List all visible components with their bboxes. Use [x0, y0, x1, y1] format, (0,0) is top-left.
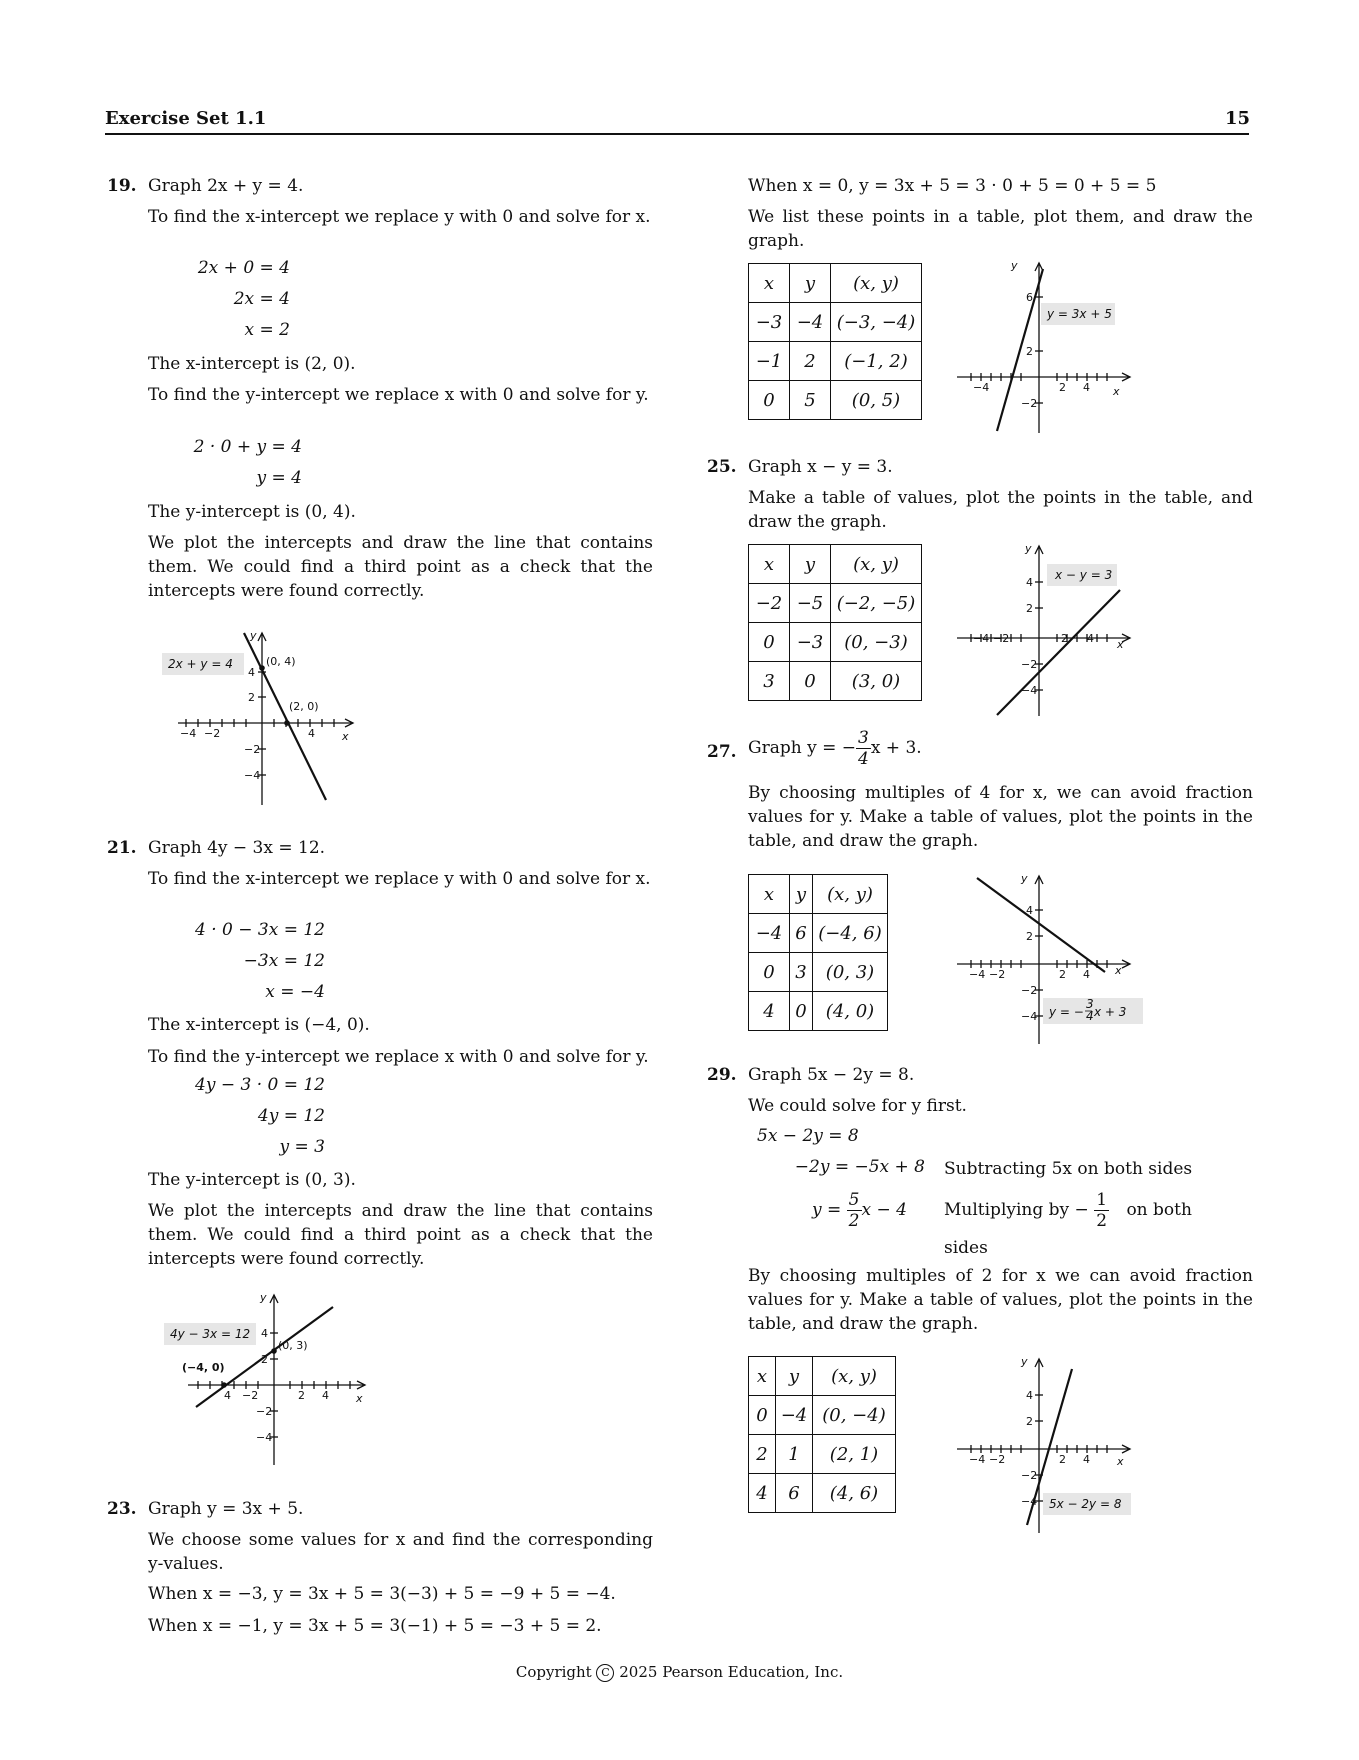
svg-text:4: 4 [308, 727, 315, 740]
svg-text:2: 2 [1026, 930, 1033, 943]
p19-eq1-line3: x = 2 [244, 320, 290, 340]
table-cell: (3, 0) [831, 662, 922, 701]
problem-25-title: Graph x − y = 3. [748, 457, 893, 477]
table-cell: 4 [749, 992, 790, 1031]
problem-23-graph [955, 255, 1145, 435]
table-cell: 3 [749, 662, 790, 701]
problem-29-number: 29. [707, 1065, 737, 1085]
p25-graph-label: x − y = 3 [1055, 568, 1113, 582]
table-row [749, 342, 922, 381]
p21-eq1-line1: 4 · 0 − 3x = 12 [195, 920, 325, 940]
problem-19-title: Graph 2x + y = 4. [148, 176, 304, 196]
svg-text:2: 2 [1059, 1453, 1066, 1466]
problem-23-when-2: When x = −1, y = 3x + 5 = 3(−1) + 5 = −3 + 5 = 2. [148, 1616, 602, 1636]
svg-text:−2: −2 [993, 632, 1010, 645]
table-cell: 0 [749, 381, 790, 420]
p21-eq2-line1: 4y − 3 · 0 = 12 [195, 1075, 325, 1095]
svg-text:−4: −4 [1021, 1495, 1038, 1508]
p29-note-prefix: Multiplying by − [944, 1200, 1089, 1220]
problem-25-table [748, 544, 922, 701]
problem-23-intro: We choose some values for x and find the corresponding y-values. [148, 1530, 653, 1574]
p21-eq2-line2: 4y = 12 [257, 1106, 325, 1126]
p29-line-1: 5x − 2y = 8 [757, 1126, 859, 1146]
table-cell: 1 [776, 1435, 813, 1474]
table-row [749, 623, 922, 662]
svg-text:y: y [1021, 1355, 1028, 1368]
problem-27-intro: By choosing multiples of 4 for x, we can avoid fraction values for y. Make a table of values, plot the points in the table, and draw the graph. [748, 783, 1253, 851]
svg-text:2: 2 [1061, 632, 1068, 645]
fraction-denominator: 4 [857, 749, 869, 769]
p27-graph-label-suffix: x + 3 [1094, 1005, 1127, 1019]
table-cell: −3 [790, 623, 831, 662]
copyright-footer [0, 1663, 1359, 1682]
table-header-cell: y [776, 1357, 813, 1396]
table-header-cell: (x, y) [831, 545, 922, 584]
svg-text:4: 4 [261, 1327, 268, 1340]
p29-note-suffix: on both [1126, 1200, 1192, 1220]
table-cell: (−3, −4) [831, 303, 922, 342]
svg-text:−4: −4 [969, 1453, 986, 1466]
svg-text:x: x [1113, 385, 1120, 398]
table-cell: 5 [790, 381, 831, 420]
svg-text:x: x [1117, 1455, 1124, 1468]
table-cell: (0, −4) [813, 1396, 896, 1435]
problem-27-number: 27. [707, 742, 737, 762]
svg-text:−4: −4 [256, 1431, 273, 1444]
problem-23-when-1: When x = −3, y = 3x + 5 = 3(−3) + 5 = −9 + 5 = −4. [148, 1584, 616, 1604]
table-cell: 2 [749, 1435, 776, 1474]
table-cell: −3 [749, 303, 790, 342]
table-cell: −1 [749, 342, 790, 381]
table-cell: 3 [790, 953, 813, 992]
svg-text:4: 4 [1026, 904, 1033, 917]
p27-title-fraction [856, 728, 871, 769]
table-cell: −4 [749, 914, 790, 953]
table-row [749, 992, 888, 1031]
svg-text:−4: −4 [973, 632, 990, 645]
svg-text:2: 2 [248, 691, 255, 704]
p29-note-fraction [1094, 1190, 1109, 1231]
svg-text:4: 4 [248, 666, 255, 679]
problem-29-table [748, 1356, 896, 1513]
p19-eq1-line2: 2x = 4 [233, 289, 290, 309]
problem-23-title: Graph y = 3x + 5. [148, 1499, 304, 1519]
problem-19-intro-y: To find the y-intercept we replace x with 0 and solve for y. [148, 385, 649, 405]
table-cell: 6 [776, 1474, 813, 1513]
table-header-cell: (x, y) [831, 264, 922, 303]
table-row [749, 381, 922, 420]
svg-text:4: 4 [1026, 1389, 1033, 1402]
problem-23-number: 23. [107, 1499, 137, 1519]
svg-text:2: 2 [1026, 345, 1033, 358]
table-cell: 0 [749, 623, 790, 662]
table-header-cell: x [749, 545, 790, 584]
svg-text:y: y [1011, 259, 1018, 272]
table-header-cell: (x, y) [813, 1357, 896, 1396]
table-row [749, 1474, 896, 1513]
svg-text:x: x [342, 730, 349, 743]
problem-27-title [748, 728, 922, 769]
table-row [749, 662, 922, 701]
table-header-cell: y [790, 545, 831, 584]
svg-text:−2: −2 [1021, 984, 1038, 997]
p27-title-suffix: x + 3. [870, 738, 922, 758]
copyright-word: Copyright [515, 1663, 592, 1681]
p29-line-2-note: Subtracting 5x on both sides [944, 1159, 1193, 1179]
p29-line-3-prefix: y = [812, 1200, 842, 1220]
p29-line-2: −2y = −5x + 8 [794, 1157, 925, 1177]
svg-text:y: y [1021, 872, 1028, 885]
table-row [749, 1396, 896, 1435]
p29-line-3-note [944, 1190, 1192, 1231]
svg-text:−2: −2 [242, 1389, 259, 1402]
p21-eq1-line3: x = −4 [265, 982, 325, 1002]
p21-point-neg4-0: (−4, 0) [182, 1361, 225, 1374]
problem-29-intro-2: By choosing multiples of 2 for x we can avoid fraction values for y. Make a table of values, plot the points in the table, and draw the graph. [748, 1266, 1253, 1334]
table-cell: −5 [790, 584, 831, 623]
svg-text:−2: −2 [989, 968, 1006, 981]
svg-text:y = − [1048, 1005, 1084, 1019]
p23-graph-label: y = 3x + 5 [1047, 307, 1112, 321]
table-cell: (−2, −5) [831, 584, 922, 623]
p29-graph-label: 5x − 2y = 8 [1049, 1497, 1122, 1511]
p19-point-0-4: (0, 4) [266, 655, 296, 668]
svg-text:x: x [356, 1392, 363, 1405]
table-row [749, 953, 888, 992]
table-header-cell: x [749, 264, 790, 303]
svg-text:2: 2 [298, 1389, 305, 1402]
problem-21-xint: The x-intercept is (−4, 0). [148, 1015, 370, 1035]
p29-line-3-note-line2: sides [944, 1238, 988, 1258]
problem-25-intro: Make a table of values, plot the points in the table, and draw the graph. [748, 488, 1253, 532]
table-header-cell: (x, y) [813, 875, 888, 914]
page-number: 15 [1225, 108, 1251, 129]
table-row [749, 584, 922, 623]
problem-29-graph [955, 1353, 1155, 1538]
p27-graph-label-numerator: 3 [1086, 997, 1094, 1011]
table-cell: (4, 6) [813, 1474, 896, 1513]
svg-text:−4: −4 [1021, 1010, 1038, 1023]
problem-23-table [748, 263, 922, 420]
p21-eq1-line2: −3x = 12 [243, 951, 325, 971]
p19-graph-label: 2x + y = 4 [168, 657, 233, 671]
svg-text:4: 4 [1083, 968, 1090, 981]
problem-29-title: Graph 5x − 2y = 8. [748, 1065, 915, 1085]
svg-text:−4: −4 [244, 769, 261, 782]
problem-21-plot-text: We plot the intercepts and draw the line that contains them. We could find a third point as a check that the intercepts were found correctly. [148, 1201, 653, 1269]
p19-point-2-0: (2, 0) [289, 700, 319, 713]
svg-text:4: 4 [224, 1389, 231, 1402]
svg-text:−4: −4 [180, 727, 197, 740]
svg-text:−4: −4 [973, 381, 990, 394]
p29-line-3 [812, 1190, 907, 1231]
table-cell: 0 [749, 953, 790, 992]
table-cell: 6 [790, 914, 813, 953]
table-cell: −2 [749, 584, 790, 623]
table-cell: (0, −3) [831, 623, 922, 662]
table-header-row [749, 875, 888, 914]
svg-text:−2: −2 [1021, 1469, 1038, 1482]
problem-21-title: Graph 4y − 3x = 12. [148, 838, 326, 858]
svg-text:4: 4 [1087, 632, 1094, 645]
table-cell: (0, 5) [831, 381, 922, 420]
table-cell: −4 [790, 303, 831, 342]
svg-text:4: 4 [1026, 576, 1033, 589]
svg-text:−4: −4 [969, 968, 986, 981]
svg-text:2: 2 [1026, 1415, 1033, 1428]
p19-eq2-line2: y = 4 [256, 468, 302, 488]
svg-text:−2: −2 [1021, 397, 1038, 410]
table-header-row [749, 1357, 896, 1396]
svg-text:x: x [1117, 638, 1124, 651]
copyright-icon: C [596, 1664, 614, 1682]
table-header-cell: x [749, 875, 790, 914]
table-cell: (2, 1) [813, 1435, 896, 1474]
problem-19-graph [160, 625, 360, 810]
problem-25-graph [955, 540, 1145, 720]
svg-text:−2: −2 [989, 1453, 1006, 1466]
svg-text:2: 2 [1059, 968, 1066, 981]
problem-23-when-3: When x = 0, y = 3x + 5 = 3 · 0 + 5 = 0 + 5 = 5 [748, 176, 1157, 196]
fraction-denominator: 2 [848, 1211, 860, 1231]
fraction-numerator: 5 [848, 1190, 860, 1210]
svg-text:y: y [1025, 542, 1032, 555]
svg-text:y: y [260, 1291, 267, 1304]
problem-19-xint: The x-intercept is (2, 0). [148, 354, 356, 374]
problem-19-number: 19. [107, 176, 137, 196]
copyright-holder: 2025 Pearson Education, Inc. [619, 1663, 844, 1681]
table-row [749, 303, 922, 342]
table-header-row [749, 264, 922, 303]
p19-eq2-line1: 2 · 0 + y = 4 [193, 437, 302, 457]
svg-text:y: y [250, 629, 257, 642]
problem-23-list-text: We list these points in a table, plot them, and draw the graph. [748, 207, 1253, 251]
problem-19-yint: The y-intercept is (0, 4). [148, 502, 356, 522]
svg-text:2: 2 [1059, 381, 1066, 394]
table-cell: 4 [749, 1474, 776, 1513]
problem-21-intro-x: To find the x-intercept we replace y with 0 and solve for x. [148, 869, 651, 889]
table-header-cell: y [790, 264, 831, 303]
problem-21-yint: The y-intercept is (0, 3). [148, 1170, 356, 1190]
problem-27-graph [955, 868, 1155, 1048]
svg-text:−2: −2 [204, 727, 221, 740]
p21-eq2-line3: y = 3 [279, 1137, 325, 1157]
svg-text:2: 2 [1026, 602, 1033, 615]
table-cell: (4, 0) [813, 992, 888, 1031]
svg-text:−4: −4 [1021, 684, 1038, 697]
table-cell: −4 [776, 1396, 813, 1435]
fraction-numerator: 1 [1096, 1190, 1108, 1210]
table-cell: (−4, 6) [813, 914, 888, 953]
svg-text:6: 6 [1026, 291, 1033, 304]
fraction-numerator: 3 [857, 728, 869, 748]
svg-text:−2: −2 [256, 1405, 273, 1418]
header-rule [105, 133, 1249, 135]
problem-19-intro-x: To find the x-intercept we replace y with 0 and solve for x. [148, 207, 651, 227]
table-header-cell: x [749, 1357, 776, 1396]
p27-title-prefix: Graph y = − [748, 738, 856, 758]
p21-point-0-3: (0, 3) [278, 1339, 308, 1352]
table-cell: 0 [790, 992, 813, 1031]
table-header-cell: y [790, 875, 813, 914]
table-cell: (0, 3) [813, 953, 888, 992]
table-header-row [749, 545, 922, 584]
p29-line-3-fraction [847, 1190, 862, 1231]
p21-graph-label: 4y − 3x = 12 [170, 1327, 251, 1341]
table-cell: (−1, 2) [831, 342, 922, 381]
p27-graph-label-denominator: 4 [1086, 1009, 1094, 1023]
svg-text:4: 4 [322, 1389, 329, 1402]
table-cell: 0 [749, 1396, 776, 1435]
svg-text:−2: −2 [244, 743, 261, 756]
problem-29-intro: We could solve for y first. [748, 1096, 967, 1116]
svg-text:4: 4 [1083, 381, 1090, 394]
problem-27-table [748, 874, 888, 1031]
table-cell: 0 [790, 662, 831, 701]
problem-21-intro-y: To find the y-intercept we replace x with 0 and solve for y. [148, 1047, 649, 1067]
p27-graph-label-prefix: y = − [1049, 1005, 1084, 1019]
problem-25-number: 25. [707, 457, 737, 477]
table-row [749, 914, 888, 953]
problem-21-number: 21. [107, 838, 137, 858]
svg-text:−2: −2 [1021, 658, 1038, 671]
p29-line-3-suffix: x − 4 [861, 1200, 907, 1220]
fraction-denominator: 2 [1096, 1211, 1108, 1231]
svg-text:4: 4 [1083, 1453, 1090, 1466]
table-cell: 2 [790, 342, 831, 381]
problem-19-plot-text: We plot the intercepts and draw the line that contains them. We could find a third point as a check that the intercepts were found correctly. [148, 533, 653, 601]
problem-21-graph [160, 1287, 375, 1467]
running-header-title: Exercise Set 1.1 [105, 108, 267, 129]
svg-text:x: x [1115, 964, 1122, 977]
svg-text:2: 2 [261, 1353, 268, 1366]
table-row [749, 1435, 896, 1474]
p19-eq1-line1: 2x + 0 = 4 [197, 258, 290, 278]
